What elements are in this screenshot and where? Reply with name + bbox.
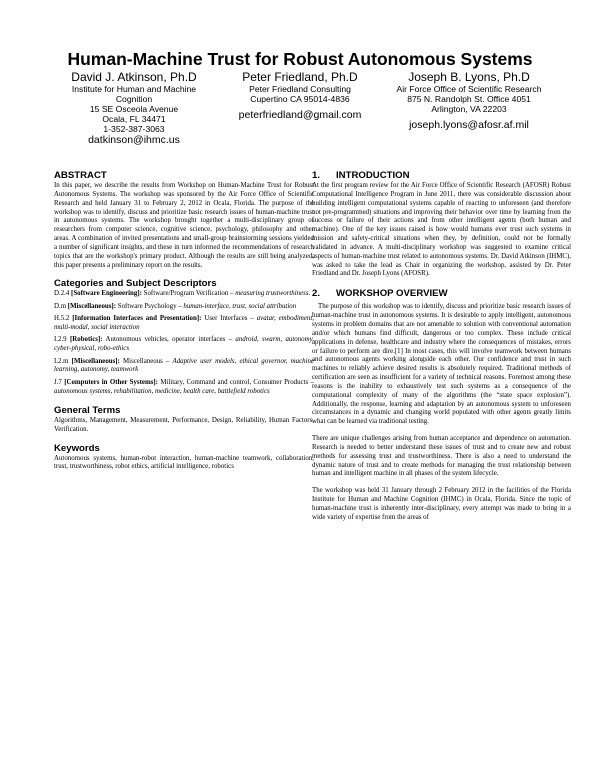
section-paragraph: At the first program review for the Air Force Office of Scientific Research (AFOSR) Robust Computational Intelligence Program in June 2011, there was considerable discussion about building intelligent computational systems capable of reacting to unforeseen (and therefore not pre-programmed) situations and improving their behavior over time by learning from the success or failure of their actions and from other intelligent agents (both human and machine). One of the key issues raised is how would humans ever trust such systems in mission and safety-critical situations when they, by definition, could not be formally validated in advance. A multi-disciplinary workshop was suggested to examine critical aspects of human-machine trust related to autonomous systems. Dr. David Atkinson (IHMC), was asked to take the lead as Chair in organizing the workshop, assisted by Dr. Peter Friedland and Dr. Joseph Lyons (AFOSR). <box>312 182 571 278</box>
author-email[interactable]: peterfriedland@gmail.com <box>238 109 362 121</box>
category-item: I.2.m [Miscellaneous]: Miscellaneous – Adaptive user models, ethical governor, machine learning, autonomy, teamwork <box>54 357 314 374</box>
section-paragraph: The workshop was held 31 January through 2 February 2012 in the facilities of the Florida Institute for Human and Machine Cognition (IHMC) in Ocala, Florida. Since the topic of human-machine trust is inherently inter-disciplinary, every attempt was made to bring in a wide variety of expertise from the areas of <box>312 487 571 521</box>
author-affiliation: Cognition <box>115 94 153 104</box>
author-address: 15 SE Osceola Avenue <box>89 104 179 114</box>
author-affiliation: Air Force Office of Scientific Research <box>396 84 542 94</box>
author-address: Ocala, FL 34471 <box>102 114 166 124</box>
left-column <box>54 170 314 472</box>
author-email[interactable]: datkinson@ihmc.us <box>88 134 180 146</box>
general-terms-text: Algorithms, Management, Measurement, Performance, Design, Reliability, Human Factors, Verification. <box>54 416 314 433</box>
abstract-heading: ABSTRACT <box>54 170 107 181</box>
keywords-heading: Keywords <box>54 442 100 454</box>
paper-title: Human-Machine Trust for Robust Autonomous Systems <box>67 49 533 69</box>
author-address: 875 N. Randolph St. Office 4051 <box>407 94 531 104</box>
category-item: D.m [Miscellaneous]: Software Psychology – human-interface, trust, social attribution <box>54 302 297 310</box>
author-email[interactable]: joseph.lyons@afosr.af.mil <box>409 119 529 131</box>
section-paragraph: The purpose of this workshop was to identify, discuss and prioritize basic research issues of human-machine trust in autonomous systems. It is desirable to apply intelligent, autonomous systems in problem domains that are not amenable to solution with conventional automation and/or which humans find difficult, dangerous or too complex. These include critical applications in defense, healthcare and industry where the consequences of mistakes, errors or failure to perform are dire.[1] In most cases, this will involve teamwork between humans and autonomous agents working alongside each other. Our confidence and trust in such machines to reliably achieve desired results is absolutely required. Traditional methods of certification are seen as insufficient for a variety of technical reasons. Foremost among these reasons is the inability to exhaustively test such systems as a consequence of the computational complexity of many of the algorithms (the “state space explosion”). Additionally, the response, learning and adaptation by an autonomous system to unforeseen circumstances in a dynamic and changing world populated with other agents greatly limits what can be learned via traditional testing. <box>312 303 571 426</box>
author-affiliation: Peter Friedland Consulting <box>249 84 351 94</box>
section-heading: 1. INTRODUCTION <box>312 170 410 181</box>
author-affiliation: Institute for Human and Machine <box>71 84 197 94</box>
author-address: Arlington, VA 22203 <box>431 104 507 114</box>
section-heading: 2. WORKSHOP OVERVIEW <box>312 288 448 300</box>
category-item: H.5.2 [Information Interfaces and Presentation]: User Interfaces – avatar, embodiment, multi-modal, social interaction <box>54 315 315 331</box>
author-address: Cupertino CA 95014-4836 <box>250 94 350 104</box>
category-item: D.2.4 [Software Engineering]: Software/Program Verification – measuring trustworthiness. <box>54 290 311 298</box>
author-block-1 <box>46 70 222 147</box>
author-name: David J. Atkinson, Ph.D <box>71 70 197 84</box>
abstract-text: In this paper, we describe the results from Workshop on Human-Machine Trust for Robust Autonomous Systems. The workshop was sponsored by the Air Force Office of Scientific Research and held January 31 to February 2, 2012 in Ocala, Florida. The purpose of the workshop was to identify, discuss and prioritize basic research issues of human-machine trust in autonomous systems. The workshop brought together a multi-disciplinary group of researchers from computer science, cognitive science, psychology, philosophy and other areas. A combination of invited presentations and small-group brainstorming sessions yielded a number of significant insights, and these in turn informed the recommendations of research topics that are the workshop's primary product. Although the results are still being analyzed, this paper presents a preliminary report on the results. <box>54 182 314 269</box>
category-item: J.7 [Computers in Other Systems]: Military, Command and control, Consumer Products – autonomous systems, rehabilitation, medicine, health care, battlefield robotics <box>54 378 314 395</box>
right-column <box>312 170 571 523</box>
keywords-text: Autonomous systems, human-robot interaction, human-machine teamwork, collaboration, trust, trustworthiness, robot ethics, artificial intelligence, robotics <box>54 454 314 471</box>
author-block-3 <box>376 70 562 132</box>
author-phone: 1-352-387-3063 <box>103 124 165 134</box>
author-block-2 <box>222 70 378 122</box>
categories-heading: Categories and Subject Descriptors <box>54 278 217 290</box>
general-terms-heading: General Terms <box>54 404 121 416</box>
category-item: I.2.9 [Robotics]: Autonomous vehicles, operator interfaces – android, swarm, autonomy, cyber-physical, robo-ethics <box>54 336 314 353</box>
author-name: Peter Friedland, Ph.D <box>242 70 358 84</box>
author-name: Joseph B. Lyons, Ph.D <box>408 70 530 84</box>
section-paragraph: There are unique challenges arising from human acceptance and dependence on automation. Research is needed to better understand these issues of trust and to create new and robust methods for assessing trust and trustworthiness. There is also a need to understand the dynamic nature of trust and to create methods for managing the trust relationship between human and intelligent machine in all phases of the system lifecycle. <box>312 435 571 478</box>
